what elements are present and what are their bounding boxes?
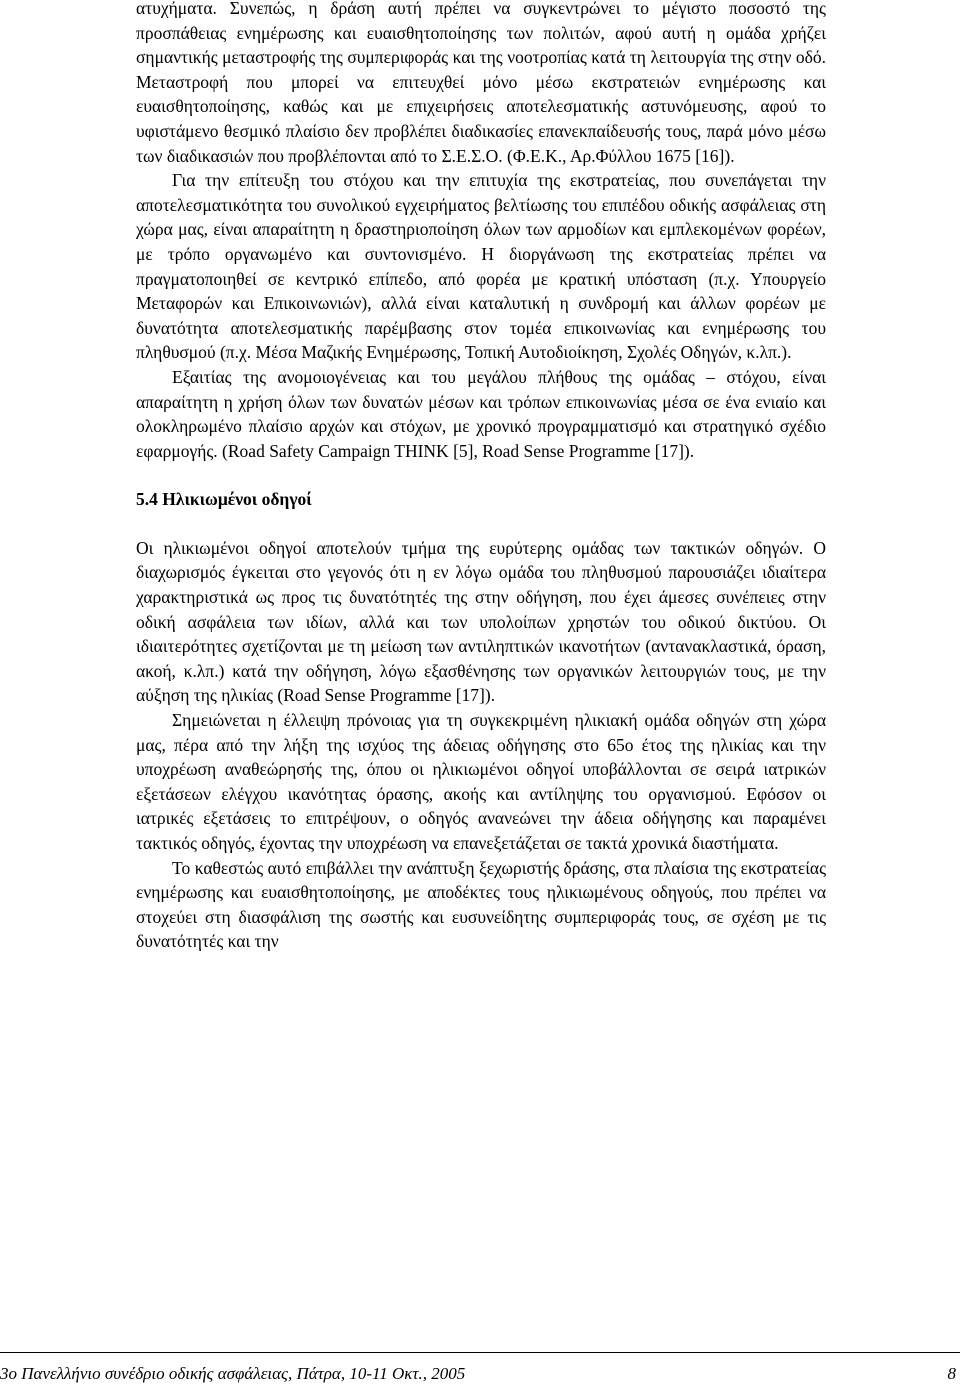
paragraph-6: Το καθεστώς αυτό επιβάλλει την ανάπτυξη ξεχωριστής δράσης, στα πλαίσια της εκστρατείας ενημέρωσης και ευαισθητοποίησης, με αποδέκτες τους ηλικιωμένους οδηγούς, που πρέπει να στοχεύει στη διασφάλιση της σωστής και ευσυνείδητης συμπεριφοράς τους, σε σχέση με τις δυνατότητές και την (136, 857, 826, 952)
footer-divider (0, 1352, 960, 1353)
paragraph-2: Για την επίτευξη του στόχου και την επιτυχία της εκστρατείας, που συνεπάγεται την αποτελεσματικότητα του συνολικού εγχειρήματος βελτίωσης του επιπέδου οδικής ασφάλειας στη χώρα μας, είναι απαραίτητη η δραστηριοποίηση όλων των αρμοδίων και εμπλεκομένων φορέων, με τρόπο οργανωμένο και συντονισμένο. Η διοργάνωση της εκστρατείας πρέπει να πραγματοποιηθεί σε κεντρικό επίπεδο, από φορέα με κρατική υπόσταση (π.χ. Υπουργείο Μεταφορών και Επικοινωνιών), αλλά είναι καταλυτική η συνδρομή και άλλων φορέων με δυνατότητα αποτελεσματικής παρέμβασης στον τομέα επικοινωνίας και ενημέρωσης του πληθυσμού (π.χ. Μέσα Μαζικής Ενημέρωσης, Τοπική Αυτοδιοίκηση, Σχολές Οδηγών, κ.λπ.). (136, 170, 826, 363)
section-heading: 5.4 Ηλικιωμένοι οδηγοί (136, 489, 312, 510)
page-footer (0, 1340, 960, 1387)
paragraph-5: Σημειώνεται η έλλειψη πρόνοιας για τη συγκεκριμένη ηλικιακή ομάδα οδηγών στη χώρα μας, πέρα από την λήξη της ισχύος της άδειας οδήγησης στο 65ο έτος της ηλικίας και την υποχρέωση αναθεώρησής της, όπου οι ηλικιωμένοι οδηγοί υποβάλλονται σε σειρά ιατρικών εξετάσεων ελέγχου ικανότητας όρασης, ακοής και αντίληψης του οργανισμού. Εφόσον οι ιατρικές εξετάσεις το επιτρέψουν, ο οδηγός ανανεώνει την άδεια οδήγησης και παραμένει τακτικός οδηγός, έχοντας την υποχρέωση να επανεξετάζεται σε τακτά χρονικά διαστήματα. (136, 710, 826, 853)
paragraph-4: Οι ηλικιωμένοι οδηγοί αποτελούν τμήμα της ευρύτερης ομάδας των τακτικών οδηγών. Ο διαχωρισμός έγκειται στο γεγονός ότι η εν λόγω ομάδα του πληθυσμού παρουσιάζει ιδιαίτερα χαρακτηριστικά ως προς τις δυνατότητές της στην οδήγηση, που έχει άμεσες συνέπειες στην οδική ασφάλεια των ιδίων, αλλά και των υπολοίπων χρηστών του οδικού δικτύου. Οι ιδιαιτερότητες σχετίζονται με τη μείωση των αντιληπτικών ικανοτήτων (αντανακλαστικά, όραση, ακοή, κ.λπ.) κατά την οδήγηση, λόγω εξασθένησης των οργανικών λειτουργιών τους, με την αύξηση της ηλικίας (Road Sense Programme [17]). (136, 537, 826, 706)
page-number: 8 (947, 1364, 956, 1383)
paragraph-1: ατυχήματα. Συνεπώς, η δράση αυτή πρέπει να συγκεντρώνει το μέγιστο ποσοστό της προσπάθειας ενημέρωσης και ευαισθητοποίησης των πολιτών, αφού αυτή η ομάδα χρήζει σημαντικής μεταστροφής της συμπεριφοράς και της νοοτροπίας κατά τη λειτουργία της στην οδό. Μεταστροφή που μπορεί να επιτευχθεί μόνο μέσω εκστρατειών ενημέρωσης και ευαισθητοποίησης, καθώς και με επιχειρήσεις αποτελεσματικής αστυνόμευσης, αφού το υφιστάμενο θεσμικό πλαίσιο δεν προβλέπει διαδικασίες επανεκπαίδευσής τους, παρά μόνο μέσω των διαδικασιών που προβλέπονται από το Σ.Ε.Σ.Ο. (Φ.Ε.Κ., Αρ.Φύλλου 1675 [16]). (136, 0, 826, 166)
paragraph-3: Εξαιτίας της ανομοιογένειας και του μεγάλου πλήθους της ομάδας – στόχου, είναι απαραίτητη η χρήση όλων των δυνατών μέσων και τρόπων επικοινωνίας μέσα σε ένα ενιαίο και ολοκληρωμένο πλαίσιο αρχών και στόχων, με χρονικό προγραμματισμό και στρατηγικό σχέδιο εφαρμογής. (Road Safety Campaign THINK [5], Road Sense Programme [17]). (136, 366, 826, 461)
footer-conference-title: 3ο Πανελλήνιο συνέδριο οδικής ασφάλειας, Πάτρα, 10-11 Οκτ., 2005 (0, 1364, 466, 1383)
document-body (136, 0, 826, 954)
